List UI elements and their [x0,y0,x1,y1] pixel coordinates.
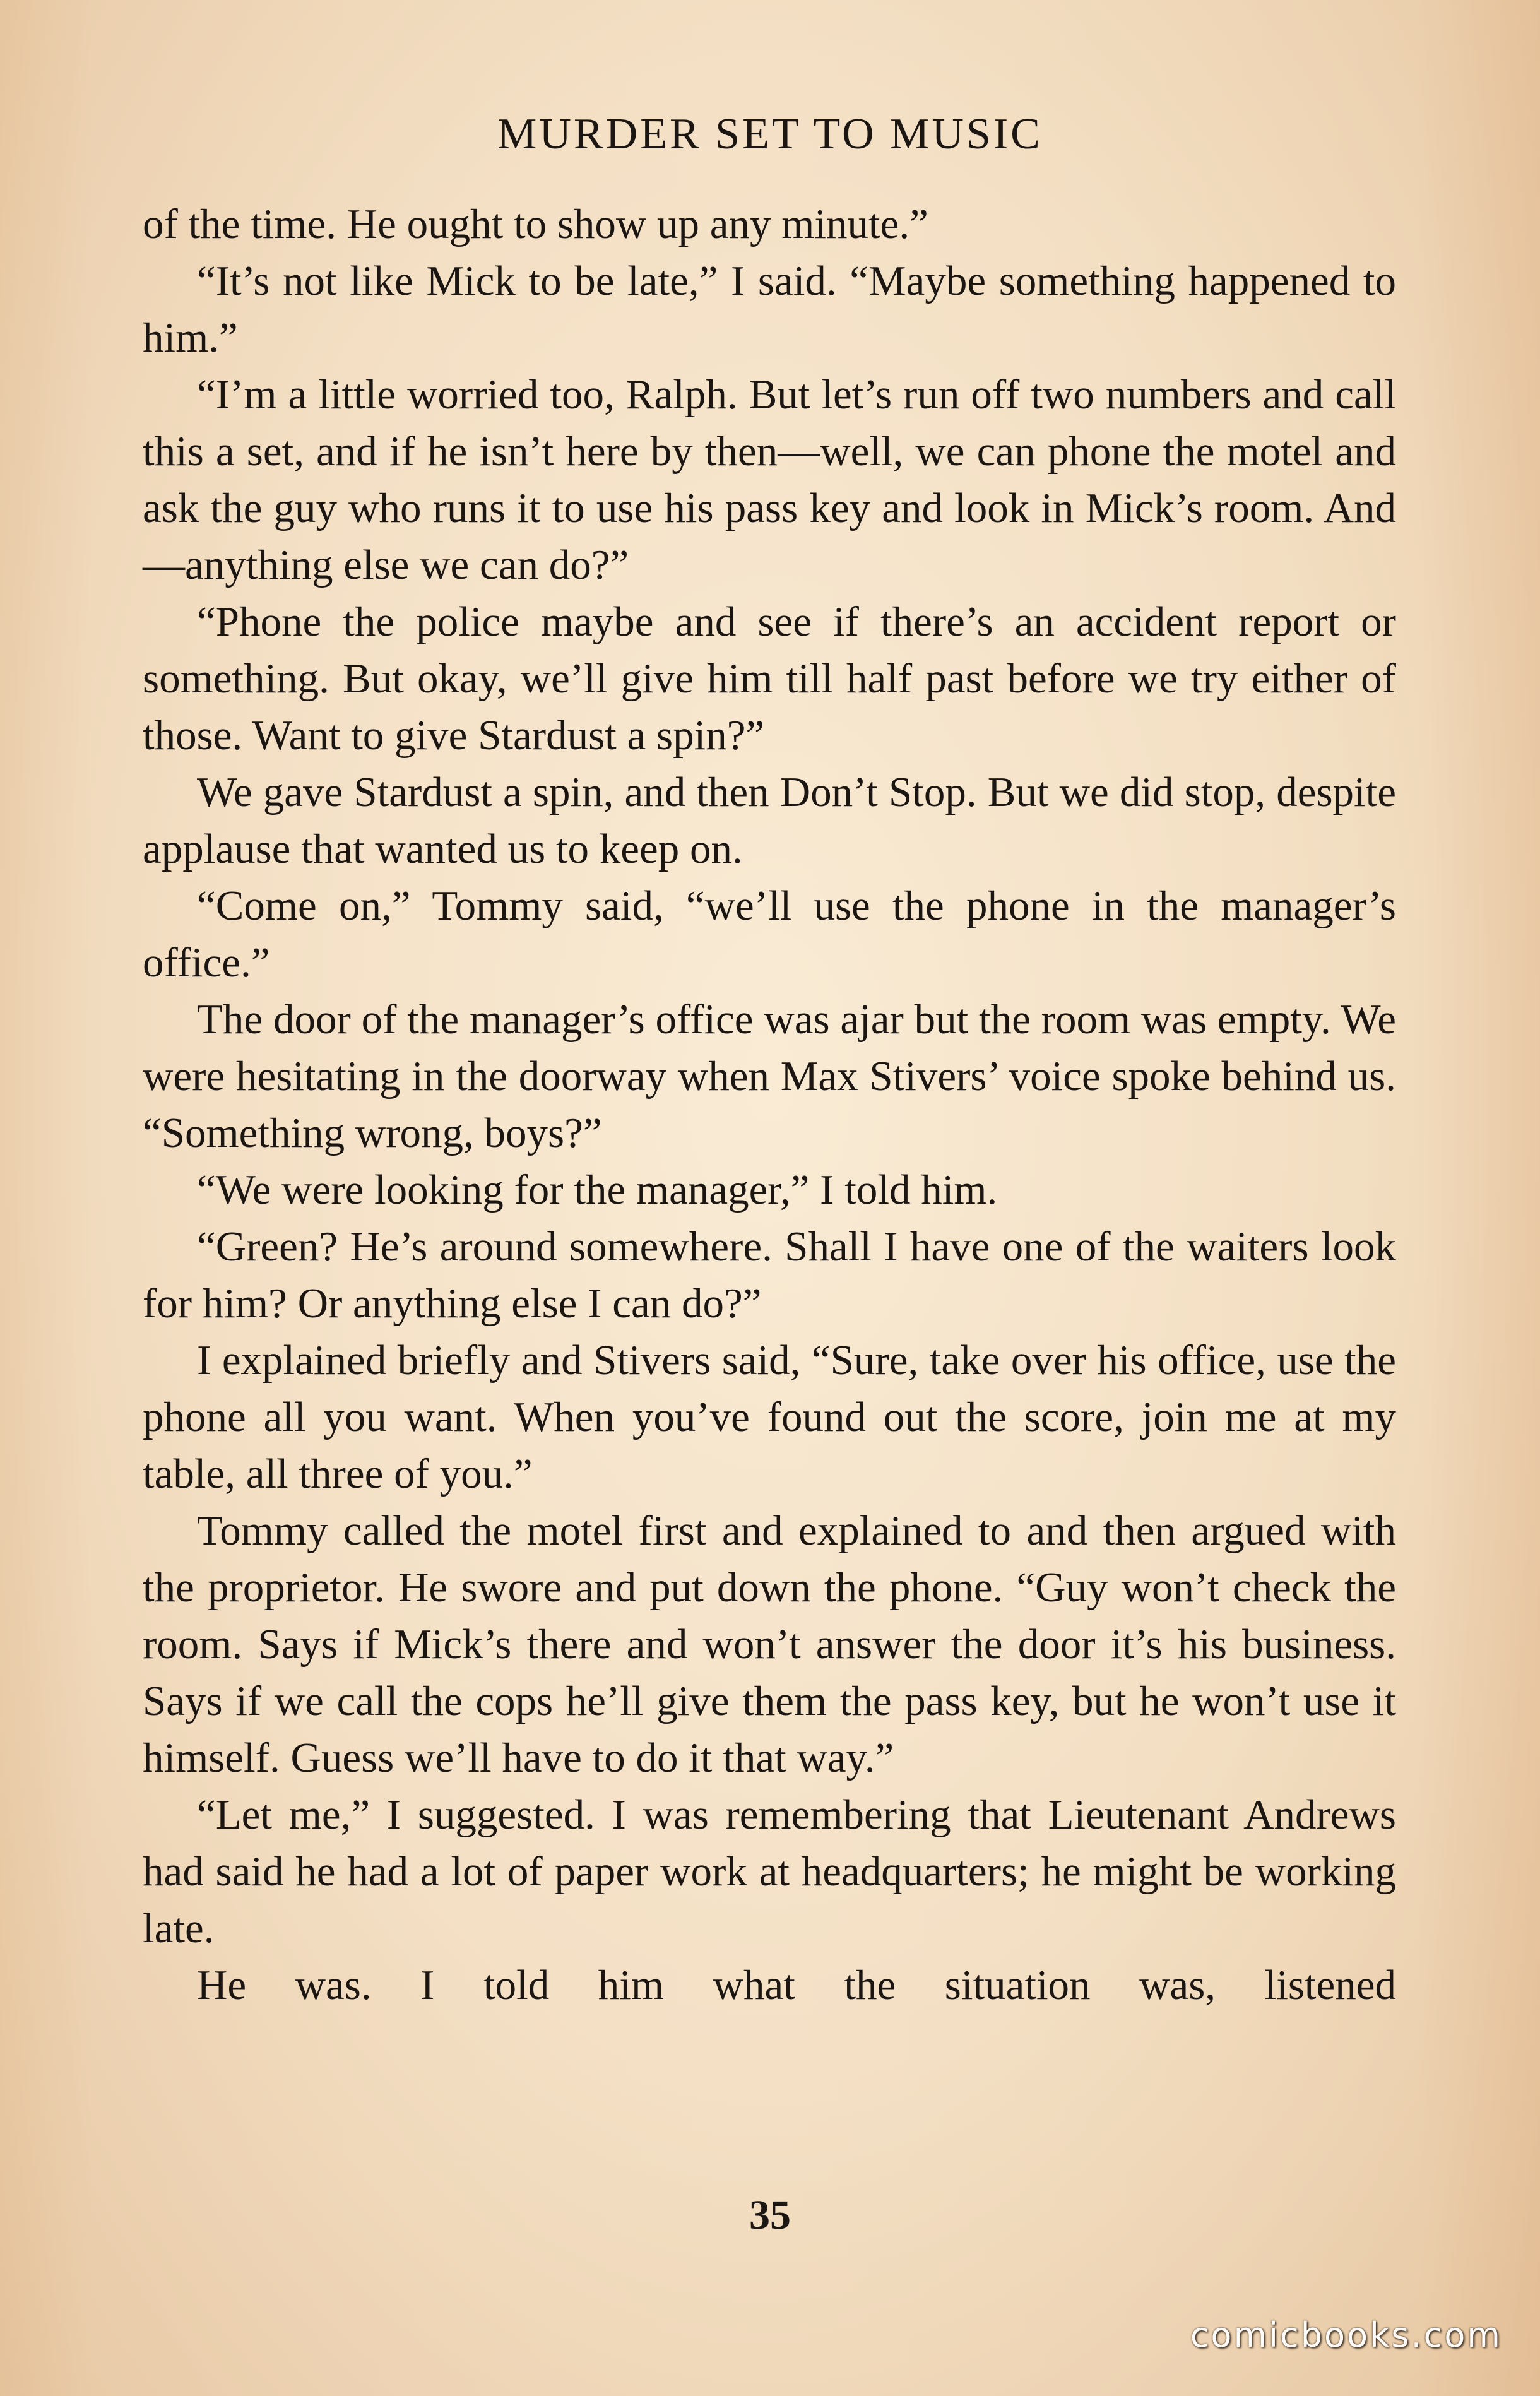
paragraph: Tommy called the motel first and explained to and then argued with the proprietor. He swore and put down the phone. “Guy won’t check the room. Says if Mick’s there and won’t answer the door it’s his business. Says if we call the cops he’ll give them the pass key, but he won’t use it himself. Guess we’ll have to do it that way.” [143,1507,1396,1781]
paragraph: We gave Stardust a spin, and then Don’t Stop. But we did stop, despite applause that wanted us to keep on. [143,769,1396,872]
paragraph: “I’m a little worried too, Ralph. But let’s run off two numbers and call this a set, and if he isn’t here by then—well, we can phone the motel and ask the guy who runs it to use his pass key and look in Mick’s room. And—anything else we can do?” [143,371,1396,588]
paragraph: The door of the manager’s office was ajar but the room was empty. We were hesitating in the doorway when Max Stivers’ voice spoke behind us. “Something wrong, boys?” [143,996,1396,1156]
page-number: 35 [749,2192,791,2238]
paragraph: “Let me,” I suggested. I was remembering that Lieutenant Andrews had said he had a lot of paper work at headquarters; he might be working late. [143,1791,1396,1952]
paragraph: “Green? He’s around somewhere. Shall I have one of the waiters look for him? Or anything else I can do?” [143,1223,1396,1327]
paragraph: “Phone the police maybe and see if there’s an accident report or something. But okay, we’ll give him till half past before we try either of those. Want to give Stardust a spin?” [143,598,1396,759]
paragraph: “Come on,” Tommy said, “we’ll use the phone in the manager’s office.” [143,882,1396,986]
paragraph: “We were looking for the manager,” I told him. [197,1166,998,1213]
paragraph: of the time. He ought to show up any minute.” [143,201,928,247]
watermark: comicbooks.com [1190,2315,1502,2355]
paragraph: “It’s not like Mick to be late,” I said. “Maybe something happened to him.” [143,258,1396,361]
running-head: MURDER SET TO MUSIC [497,110,1043,158]
body-text [143,196,1396,2013]
paragraph: I explained briefly and Stivers said, “Sure, take over his office, use the phone all you want. When you’ve found out the score, join me at my table, all three of you.” [143,1337,1396,1497]
paragraph: He was. I told him what the situation was, listened [197,1962,1396,2008]
